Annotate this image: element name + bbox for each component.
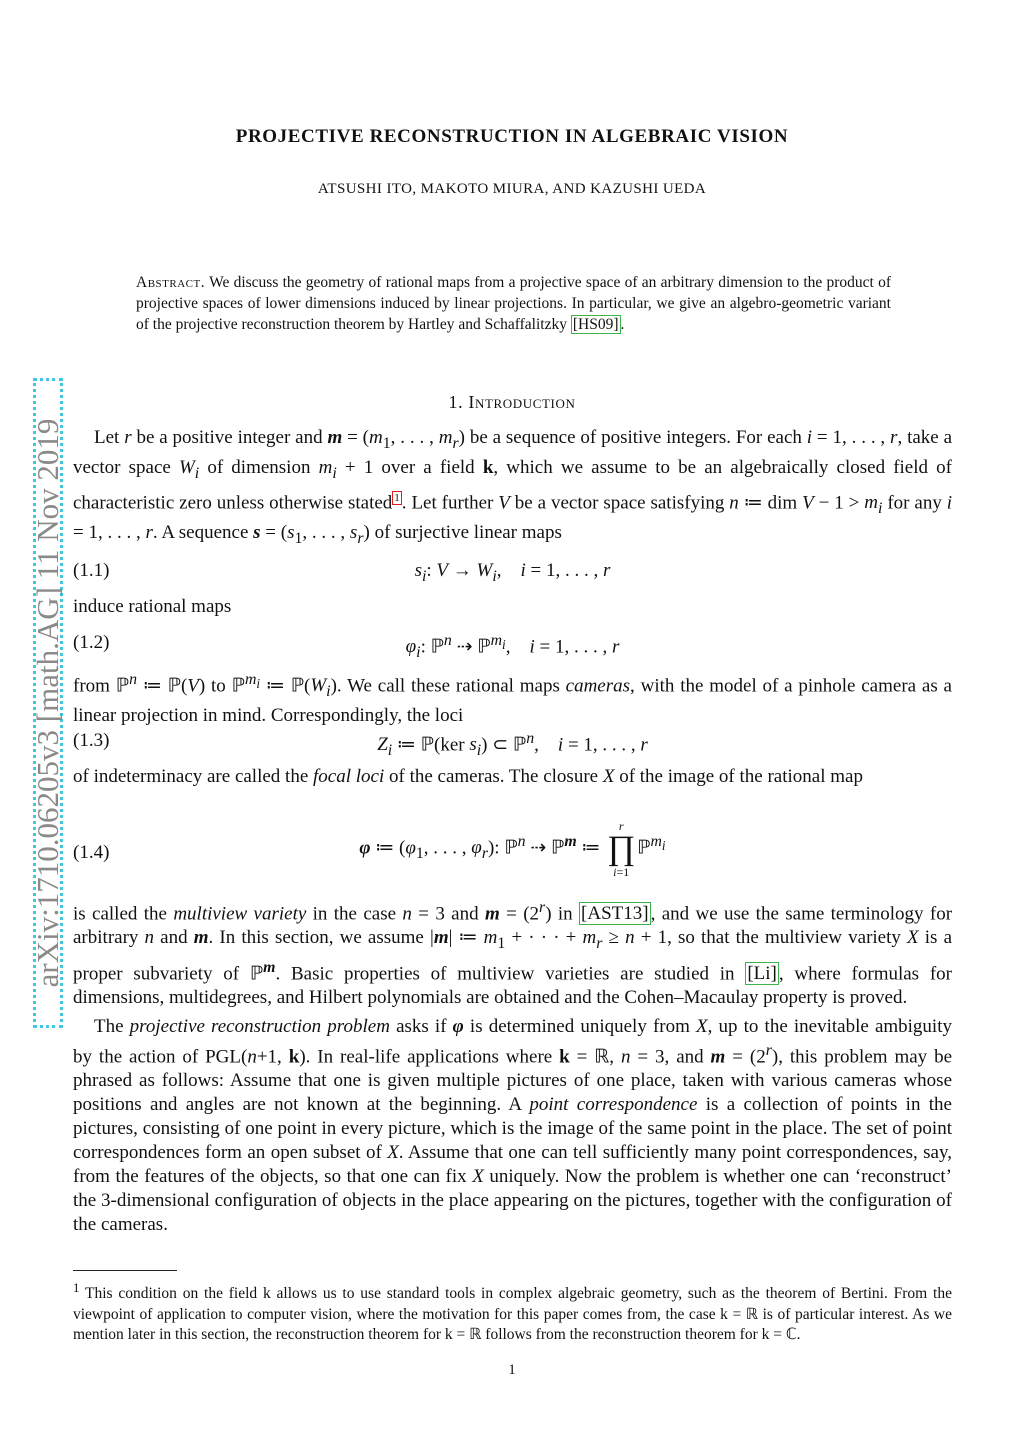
- footnote-number: 1: [73, 1280, 80, 1295]
- footnote-text: This condition on the field k allows us to use standard tools in complex algebraic geometry, such as the theorem of Bertini. From the viewpoint of application to computer vision, where the motivation for this paper comes from, the case k = ℝ is of particular interest. As we mention later in this section, the reconstruction theorem for k = ℝ follows from the reconstruction theorem for k = ℂ.: [73, 1285, 952, 1344]
- arxiv-stamp[interactable]: arXiv:1710.06205v3 [math.AG] 11 Nov 2019: [30, 418, 65, 988]
- footnote-mark[interactable]: 1: [394, 491, 400, 504]
- equation-1-2: $\varphi_i$: ℙ$^n$ ⇢ ℙ$^{m_i}$, i = 1, . . . , r: [405, 632, 620, 662]
- equation-number: (1.2): [73, 632, 110, 653]
- paragraph-cameras: from ℙ$^n$ ≔ ℙ(V) to ℙ$^{m_i}$ ≔ $ℙ(W_i)$. We call these rational maps cameras, with the model of a pinhole camera as a linear projection in mind. Correspondingly, the loci: [73, 671, 952, 727]
- paper-title: PROJECTIVE RECONSTRUCTION IN ALGEBRAIC VISION: [235, 126, 789, 147]
- equation-number: (1.1): [73, 560, 110, 581]
- footnote: [73, 1278, 952, 1346]
- abstract: [136, 272, 891, 335]
- abstract-text: We discuss the geometry of rational maps from a projective space of an arbitrary dimension to the product of projective spaces of lower dimensions induced by linear projections. In particular, we give an algebro-geometric variant of the projective reconstruction theorem by Hartley and Schaffalitzky: [136, 274, 891, 333]
- citation-li[interactable]: [Li]: [747, 963, 777, 985]
- paper-authors: ATSUSHI ITO, MAKOTO MIURA, AND KAZUSHI UEDA: [317, 181, 707, 197]
- section-heading: [0, 392, 1024, 413]
- equation-1-3: $Z_i$ ≔ ℙ(ker $s_i$) ⊂ ℙ$^n$, i = 1, . . . , r: [377, 730, 648, 760]
- product-symbol: r ∏ i=1: [607, 819, 636, 879]
- equation-number: (1.3): [73, 730, 110, 751]
- paragraph-reconstruction: The projective reconstruction problem asks if φ is determined uniquely from X, up to the inevitable ambiguity by the action of PGL(n+1, k). In real-life applications where k = ℝ, n = 3, and $m = (2^r)$, this problem may be phrased as follows: Assume that one is given multiple pictures of one place, taken with various cameras whose positions and angles are not known at the beginning. A point correspondence is a collection of points in the pictures, consisting of one point in every picture, which is the image of the same point in the place. The set of point correspondences form an open subset of X. Assume that one can tell sufficiently many point correspondences, say, from the features of the objects, so that one can fix X uniquely. Now the problem is whether one can ‘reconstruct’ the 3-dimensional configuration of objects in the place appearing on the pictures, together with the configuration of the cameras.: [73, 1016, 953, 1236]
- paragraph-intro: Let r be a positive integer and $m = (m_1$, . . . , $m_r$) be a sequence of positive integers. For each i = 1, . . . , r, take a vector space $W_i$ of dimension $m_i + 1$ over a field k, which we assume to be an algebraically closed field of characteristic zero unless otherwise stated $^1$ . Let further V be a vector space satisfying n ≔ dim $V - 1 > m_i$ for any i = 1, . . . , r. A sequence $s = (s_1$, . . . , $s_r$) of surjective linear maps: [73, 427, 953, 547]
- equation-1-1: $s_i$: $V \to W_i$, i = 1, . . . , r: [414, 560, 611, 585]
- paragraph-induce: induce rational maps: [73, 596, 232, 617]
- page-number: 1: [508, 1362, 516, 1378]
- citation-ast13[interactable]: [AST13]: [581, 903, 649, 925]
- citation-hs09[interactable]: [HS09]: [572, 316, 619, 333]
- paragraph-focal-loci: of indeterminacy are called the focal loci of the cameras. The closure X of the image of the rational map: [73, 766, 863, 787]
- paragraph-multiview: is called the multiview variety in the case n = 3 and $m = (2^r)$ in [AST13] , and we use the same terminology for arbitrary n and m. In this section, we assume |m| ≔ $m_1$ + · · · + $m_r \ge n + 1$, so that the multiview variety X is a proper subvariety of ℙ$^m$. Basic properties of multiview varieties are studied in [Li] , where formulas for dimensions, multidegrees, and Hilbert polynomials are obtained and the Cohen–Macaulay property is proved.: [73, 899, 953, 1009]
- section-title: Introduction: [468, 392, 576, 412]
- abstract-label: Abstract.: [136, 274, 206, 291]
- equation-number: (1.4): [73, 842, 110, 863]
- equation-1-4: φ ≔ ($\varphi_1$, . . . , $\varphi_r$): ℙ$^n$ ⇢ ℙ$^m$ ≔ r ∏ i=1 ℙ$^{m_i}$: [359, 819, 666, 879]
- footnote-rule: [73, 1270, 177, 1271]
- abstract-end: .: [620, 316, 625, 333]
- section-number: 1.: [448, 392, 464, 412]
